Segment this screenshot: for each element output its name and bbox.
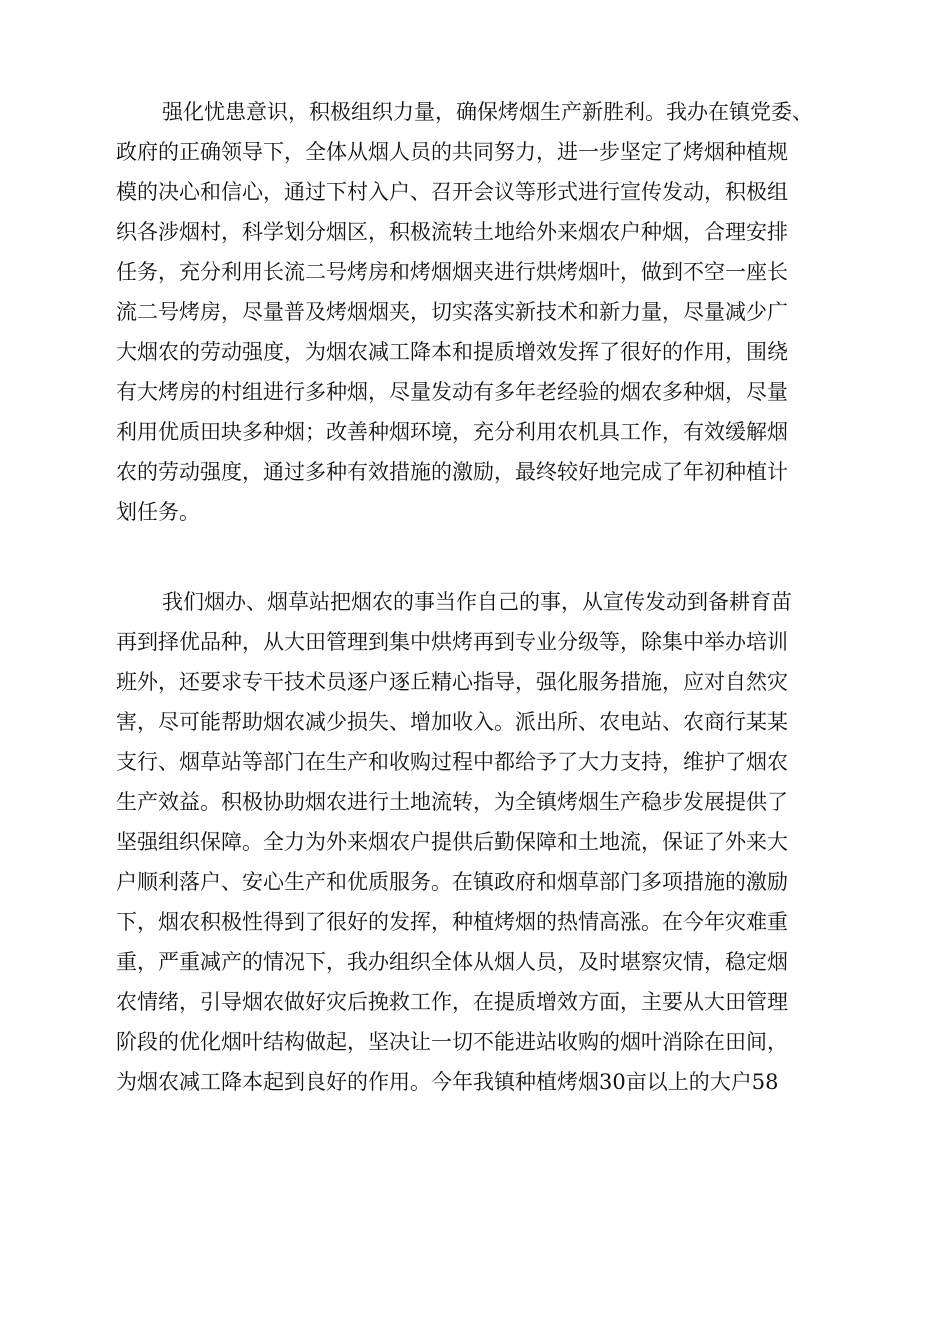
paragraph-spacer [116, 532, 836, 582]
paragraph-line: 农的劳动强度，通过多种有效措施的激励，最终较好地完成了年初种植计 [116, 460, 788, 484]
paragraph-line: 户顺利落户、安心生产和优质服务。在镇政府和烟草部门多项措施的激励 [116, 870, 788, 894]
paragraph-line: 模的决心和信心，通过下村入户、召开会议等形式进行宣传发动，积极组 [116, 180, 788, 204]
paragraph-line: 再到择优品种，从大田管理到集中烘烤再到专业分级等，除集中举办培训 [116, 630, 788, 654]
paragraph-line: 重，严重减产的情况下，我办组织全体从烟人员，及时堪察灾情，稳定烟 [116, 950, 788, 974]
paragraph-line: 生产效益。积极协助烟农进行土地流转，为全镇烤烟生产稳步发展提供了 [116, 790, 788, 814]
paragraph-2 [116, 582, 836, 1102]
paragraph-line: 坚强组织保障。全力为外来烟农户提供后勤保障和土地流，保证了外来大 [116, 830, 788, 854]
paragraph-line: 有大烤房的村组进行多种烟，尽量发动有多年老经验的烟农多种烟，尽量 [116, 380, 788, 404]
paragraph-line: 强化忧患意识，积极组织力量，确保烤烟生产新胜利。我办在镇党委、 [162, 100, 813, 124]
paragraph-line: 我们烟办、烟草站把烟农的事当作自己的事，从宣传发动到备耕育苗 [162, 590, 792, 614]
paragraph-line: 流二号烤房，尽量普及烤烟烟夹，切实落实新技术和新力量，尽量减少广 [116, 300, 788, 324]
paragraph-line: 任务，充分利用长流二号烤房和烤烟烟夹进行烘烤烟叶，做到不空一座长 [116, 260, 788, 284]
paragraph-line: 下，烟农积极性得到了很好的发挥，种植烤烟的热情高涨。在今年灾难重 [116, 910, 788, 934]
paragraph-line: 班外，还要求专干技术员逐户逐丘精心指导，强化服务措施，应对自然灾 [116, 670, 788, 694]
paragraph-line: 害，尽可能帮助烟农减少损失、增加收入。派出所、农电站、农商行某某 [116, 710, 788, 734]
paragraph-line: 利用优质田块多种烟；改善种烟环境，充分利用农机具工作，有效缓解烟 [116, 420, 788, 444]
paragraph-line: 织各涉烟村，科学划分烟区，积极流转土地给外来烟农户种烟，合理安排 [116, 220, 788, 244]
paragraph-line: 农情绪，引导烟农做好灾后挽救工作，在提质增效方面，主要从大田管理 [116, 990, 788, 1014]
paragraph-line: 政府的正确领导下，全体从烟人员的共同努力，进一步坚定了烤烟种植规 [116, 140, 788, 164]
paragraph-line: 大烟农的劳动强度，为烟农减工降本和提质增效发挥了很好的作用，围绕 [116, 340, 788, 364]
paragraph-line: 支行、烟草站等部门在生产和收购过程中都给予了大力支持，维护了烟农 [116, 750, 788, 774]
document-body [116, 92, 836, 1102]
paragraph-1 [116, 92, 836, 532]
paragraph-line: 阶段的优化烟叶结构做起，坚决让一切不能进站收购的烟叶消除在田间， [116, 1030, 788, 1054]
paragraph-line: 划任务。 [116, 500, 200, 524]
paragraph-line: 为烟农减工降本起到良好的作用。今年我镇种植烤烟30亩以上的大户58 [116, 1070, 779, 1094]
